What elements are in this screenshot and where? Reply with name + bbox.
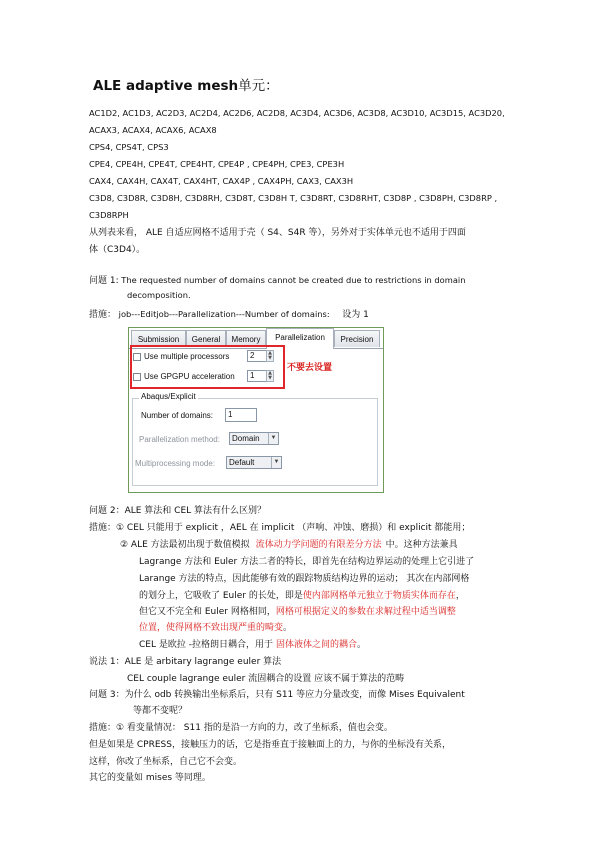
chevron-down-icon: ▼ bbox=[271, 457, 281, 468]
q2-measure-2 bbox=[120, 537, 458, 550]
tab-memory[interactable]: Memory bbox=[226, 330, 266, 347]
q2-line-3: Larange 方法的特点，因此能够有效的跟踪物质结构边界的运动； 其次在内部网格 bbox=[139, 574, 470, 584]
q1-measure-path: job---Editjob---Parallelization---Number of domains: bbox=[118, 309, 330, 319]
summary-line-2: 体（C3D4）。 bbox=[89, 245, 146, 255]
q2-measure-1: 措施：① CEL 只能用于 explicit ，AEL 在 implicit （声响、冲蚀、磨损）和 explicit 都能用； bbox=[89, 523, 471, 533]
chevron-down-icon: ▼ bbox=[268, 433, 278, 444]
q3-line-2: 等都不变呢？ bbox=[133, 706, 188, 716]
q2-l6-b: 。 bbox=[283, 623, 293, 633]
q2-l7-a: CEL 是欧拉 -拉格朗日耦合，用于 bbox=[139, 640, 273, 650]
q2-line-2: Lagrange 方法和 Euler 方法二者的特长，即首先在结构边界运动的处理上它引进了 bbox=[139, 557, 475, 567]
q3-measure-4: 其它的变量如 mises 等同理。 bbox=[89, 773, 211, 783]
gpgpu-input[interactable]: 1 bbox=[247, 370, 267, 382]
tab-parallelization[interactable]: Parallelization bbox=[266, 328, 334, 349]
q2-line-4 bbox=[139, 588, 465, 601]
element-line-7: C3D8RPH bbox=[89, 210, 129, 220]
processors-spinner[interactable]: ▲ ▼ bbox=[266, 350, 274, 362]
annotation-note: 不要去设置 bbox=[287, 363, 333, 373]
q2-l7-b: 。 bbox=[356, 640, 366, 650]
title-suffix: 单元： bbox=[238, 78, 279, 94]
q3-measure-2: 但是如果是 CPRESS，接触压力的话，它是指垂直于接触面上的力，与你的坐标没有关系， bbox=[89, 740, 451, 750]
element-line-6: C3D8, C3D8R, C3D8H, C3D8RH, C3D8T, C3D8H T, C3D8RT, C3D8RHT, C3D8P , C3D8PH, C3D8RP , bbox=[89, 193, 498, 203]
parallel-method-value: Domain bbox=[232, 434, 260, 443]
q2-line-7 bbox=[139, 637, 366, 650]
highlight-box bbox=[130, 345, 285, 389]
explicit-group-label: Abaqus/Explicit bbox=[141, 392, 196, 401]
multiple-processors-label: Use multiple processors bbox=[144, 352, 230, 361]
q2-l4-red: 使内部网格单元独立于物质实体而存在 bbox=[302, 591, 456, 601]
parallel-method-label: Parallelization method: bbox=[139, 435, 220, 444]
q2-title: 问题 2：ALE 算法和 CEL 算法有什么区别？ bbox=[89, 506, 267, 516]
q2-l6-red: 位置，使得网格不致出现严重的畸变 bbox=[139, 623, 284, 633]
num-domains-input[interactable]: 1 bbox=[225, 408, 257, 422]
q2-line-6 bbox=[139, 620, 292, 633]
q2-l7-red: 固体液体之间的耦合 bbox=[275, 640, 357, 650]
q2-l4-a: 的划分上，它吸收了 Euler 的长处，即是 bbox=[139, 591, 303, 601]
element-line-5: CAX4, CAX4H, CAX4T, CAX4HT, CAX4P , CAX4PH, CAX3, CAX3H bbox=[89, 176, 354, 186]
q1-text: The requested number of domains cannot be created due to restrictions in domain bbox=[121, 275, 466, 285]
summary-line-1: 从列表来看， ALE 自适应网格不适用于壳（ S4、S4R 等），另外对于实体单元也不适用于四面 bbox=[89, 228, 466, 238]
q3-line-1: 问题 3：为什么 odb 转换输出坐标系后，只有 S11 等应力分量改变，而像 Mises Equivalent bbox=[89, 690, 465, 700]
q2-l4-b: ， bbox=[455, 591, 465, 601]
q1-measure-tail: 设为 1 bbox=[342, 310, 369, 320]
q2-m2-a: ② ALE 方法最初出现于数值模拟 bbox=[120, 540, 250, 550]
element-line-1: AC1D2, AC1D3, AC2D3, AC2D4, AC2D6, AC2D8, AC3D4, AC3D6, AC3D8, AC3D10, AC3D15, AC3D20, bbox=[89, 108, 505, 118]
explain-line-2: CEL couple lagrange euler 流固耦合的设置 应该不属于算法的范畴 bbox=[127, 674, 405, 684]
num-domains-label: Number of domains: bbox=[141, 411, 214, 420]
q1-label: 问题 1: bbox=[89, 276, 119, 286]
multiprocessing-select[interactable] bbox=[226, 456, 282, 469]
q1-text-continued: decomposition. bbox=[127, 290, 191, 300]
q2-line-5 bbox=[139, 604, 456, 617]
gpgpu-spinner[interactable]: ▲ ▼ bbox=[266, 370, 274, 382]
title-main: ALE adaptive mesh bbox=[93, 78, 239, 94]
explain-line-1: 说法 1：ALE 是 arbitary lagrange euler 算法 bbox=[89, 657, 282, 667]
processors-input[interactable]: 2 bbox=[247, 350, 267, 362]
q3-measure-1: 措施：① 看变量情况： S11 指的是沿一方向的力，改了坐标系，值也会变。 bbox=[89, 723, 393, 733]
element-line-4: CPE4, CPE4H, CPE4T, CPE4HT, CPE4P , CPE4PH, CPE3, CPE3H bbox=[89, 159, 345, 169]
element-line-2: ACAX3, ACAX4, ACAX6, ACAX8 bbox=[89, 125, 217, 135]
gpgpu-label: Use GPGPU acceleration bbox=[144, 372, 235, 381]
page-title bbox=[93, 74, 279, 94]
tab-submission[interactable]: Submission bbox=[131, 330, 186, 347]
tab-general[interactable]: General bbox=[186, 330, 226, 347]
multiprocessing-label: Multiprocessing mode: bbox=[135, 459, 216, 468]
q2-l5-a: 但它又不完全和 Euler 网格相同， bbox=[139, 607, 276, 617]
q1-measure-label: 措施： bbox=[89, 310, 117, 320]
q1-line bbox=[89, 273, 466, 286]
q2-m2-b: 中。这种方法兼具 bbox=[385, 540, 458, 550]
multiprocessing-value: Default bbox=[229, 458, 255, 467]
q2-l5-red: 网格可根据定义的参数在求解过程中适当调整 bbox=[275, 607, 456, 617]
q1-measure-line bbox=[89, 307, 369, 320]
q3-measure-3: 这样，你改了坐标系，自己它不会变。 bbox=[89, 757, 243, 767]
tab-precision[interactable]: Precision bbox=[334, 330, 380, 347]
element-line-3: CPS4, CPS4T, CPS3 bbox=[89, 142, 169, 152]
parallel-method-select[interactable] bbox=[229, 432, 279, 445]
q2-m2-red: 流体动力学问题的有限差分方法 bbox=[255, 540, 382, 550]
